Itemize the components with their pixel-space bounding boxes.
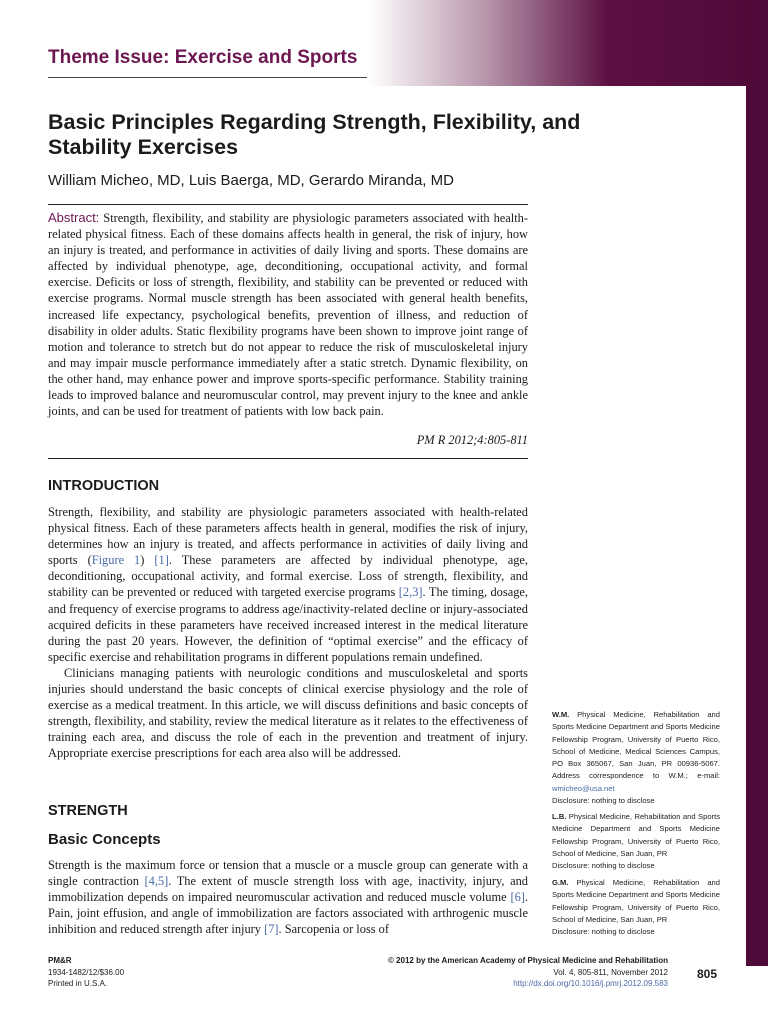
reference-link[interactable]: [2,3] <box>398 585 423 600</box>
theme-divider <box>48 77 367 78</box>
volume-info: Vol. 4, 805-811, November 2012 <box>553 967 668 977</box>
strength-paragraph: Strength is the maximum force or tension that a muscle or a muscle group can generate with a single contraction [4,5]. The extent of muscle strength loss with age, inactivity, injury, and immobilization depends on impaired neuromuscular activation and reduced muscle volume [6]. Pain, joint effusion, and angle of immobilization are factors associated with arthrogenic muscle inhibition and reduced strength after injury [7]. Sarcopenia or loss of <box>48 858 528 937</box>
section-heading-strength: STRENGTH <box>48 803 128 819</box>
intro-paragraph-2: Clinicians managing patients with neurologic conditions and musculoskeletal and sports injuries should understand the basic concepts of clinical exercise physiology and the role of exercise as a medical treatment. In this article, we will discuss definitions and basic concepts of strength, flexibility, and stability, review the medical literature as it relates to the effectiveness of training each area, and discuss the role of each in the prevention and treatment of injury. Appropriate exercise prescriptions for each area also will be addressed. <box>48 665 528 761</box>
reference-link[interactable]: [6] <box>510 890 525 905</box>
abstract-bottom-rule <box>48 458 528 459</box>
section-heading-introduction: INTRODUCTION <box>48 478 160 494</box>
figure-1-link[interactable]: Figure 1 <box>91 553 141 568</box>
journal-name: PM&R <box>48 956 72 965</box>
page-number: 805 <box>697 967 718 981</box>
strength-body <box>48 857 528 937</box>
affiliation-gm: G.M. Physical Medicine, Rehabilitation and Sports Medicine Department and Sports Medicine Fellowship Program, University of Puerto Rico, School of Medicine, San Juan, PR Disclosure: nothing to disclose <box>552 878 720 937</box>
citation: PM R 2012;4:805-811 <box>416 433 528 447</box>
printed-in: Printed in U.S.A. <box>48 979 108 988</box>
abstract <box>48 210 528 419</box>
header-color-band <box>368 0 768 86</box>
subheading-basic-concepts: Basic Concepts <box>48 831 161 848</box>
reference-link[interactable]: [1] <box>154 553 169 568</box>
affiliation-lb: L.B. Physical Medicine, Rehabilitation and Sports Medicine Department and Sports Medicine Fellowship Program, University of Puerto Rico, School of Medicine, San Juan, PR Disclosure: nothing to disclose <box>552 812 720 871</box>
article-title: Basic Principles Regarding Strength, Flexibility, and Stability Exercises <box>48 110 581 159</box>
affiliation-wm: W.M. Physical Medicine, Rehabilitation and Sports Medicine Department and Sports Medicine Fellowship Program, University of Puerto Rico, School of Medicine, Medical Sciences Campus, PO Box 365067, San Juan, PR 00936-5067. Address correspondence to W.M.; e-mail: wmicheo@usa.net Disclosure: nothing to disclose <box>552 710 720 806</box>
footer-left <box>48 955 124 990</box>
abstract-label: Abstract: <box>48 210 100 225</box>
abstract-text: Strength, flexibility, and stability are physiologic parameters associated with health-related physical fitness. Each of these domains affects health in general, the risk of injury, how an injury is treated, and performance in activities of daily living and sports. These domains are affected by individual phenotype, age, deconditioning, occupational activity, and formal exercise. Deficits or loss of strength, flexibility, and stability can be prevented or reduced with exercise programs. Normal muscle strength has been associated with general health benefits, increased life expectancy, psychological benefits, prevention of illness, and reduction of disability in older adults. Static flexibility programs have been shown to improve joint range of motion and tolerance to stretch but do not appear to reduce the risk of musculoskeletal injury and may impair muscle performance immediately after a static stretch. Dynamic flexibility, on the other hand, may enhance power and improve sports-specific performance. Stability training leads to improved balance and neuromuscular control, may prevent injury to the knee and ankle joints, and can be used for treatment of patients with low back pain. <box>48 211 528 419</box>
abstract-top-rule <box>48 204 528 205</box>
footer-right <box>388 955 668 990</box>
email-link[interactable]: wmicheo@usa.net <box>552 783 615 793</box>
author-list: William Micheo, MD, Luis Baerga, MD, Gerardo Miranda, MD <box>48 172 454 189</box>
side-color-bar <box>746 86 768 966</box>
reference-link[interactable]: [7] <box>264 922 279 937</box>
copyright: © 2012 by the American Academy of Physical Medicine and Rehabilitation <box>387 956 668 965</box>
intro-paragraph-1: Strength, flexibility, and stability are physiologic parameters associated with health-related physical fitness. Each of these parameters affects health in general, modifies the risk of injury, determines how an injury is treated, and affects performance in activities of daily living and sports (Figure 1) [1]. These parameters are affected by individual phenotype, age, deconditioning, occupational activity, and formal exercise. Loss of strength, flexibility, and stability can be prevented or reduced with targeted exercise programs [2,3]. The timing, dosage, and frequency of exercise programs to address age/inactivity-related decline or injury-associated acquired deficits in these parameters have received increased interest in the medical literature during the past 20 years. However, the definition of “optimal exercise” and the efficacy of specific exercise and rehabilitation programs in different populations remain undefined. <box>48 505 528 664</box>
theme-issue-label: Theme Issue: Exercise and Sports <box>48 47 358 68</box>
doi-link[interactable]: http://dx.doi.org/10.1016/j.pmrj.2012.09.583 <box>513 979 668 988</box>
introduction-body <box>48 504 528 762</box>
issn: 1934-1482/12/$36.00 <box>48 967 125 977</box>
reference-link[interactable]: [4,5] <box>144 874 169 889</box>
